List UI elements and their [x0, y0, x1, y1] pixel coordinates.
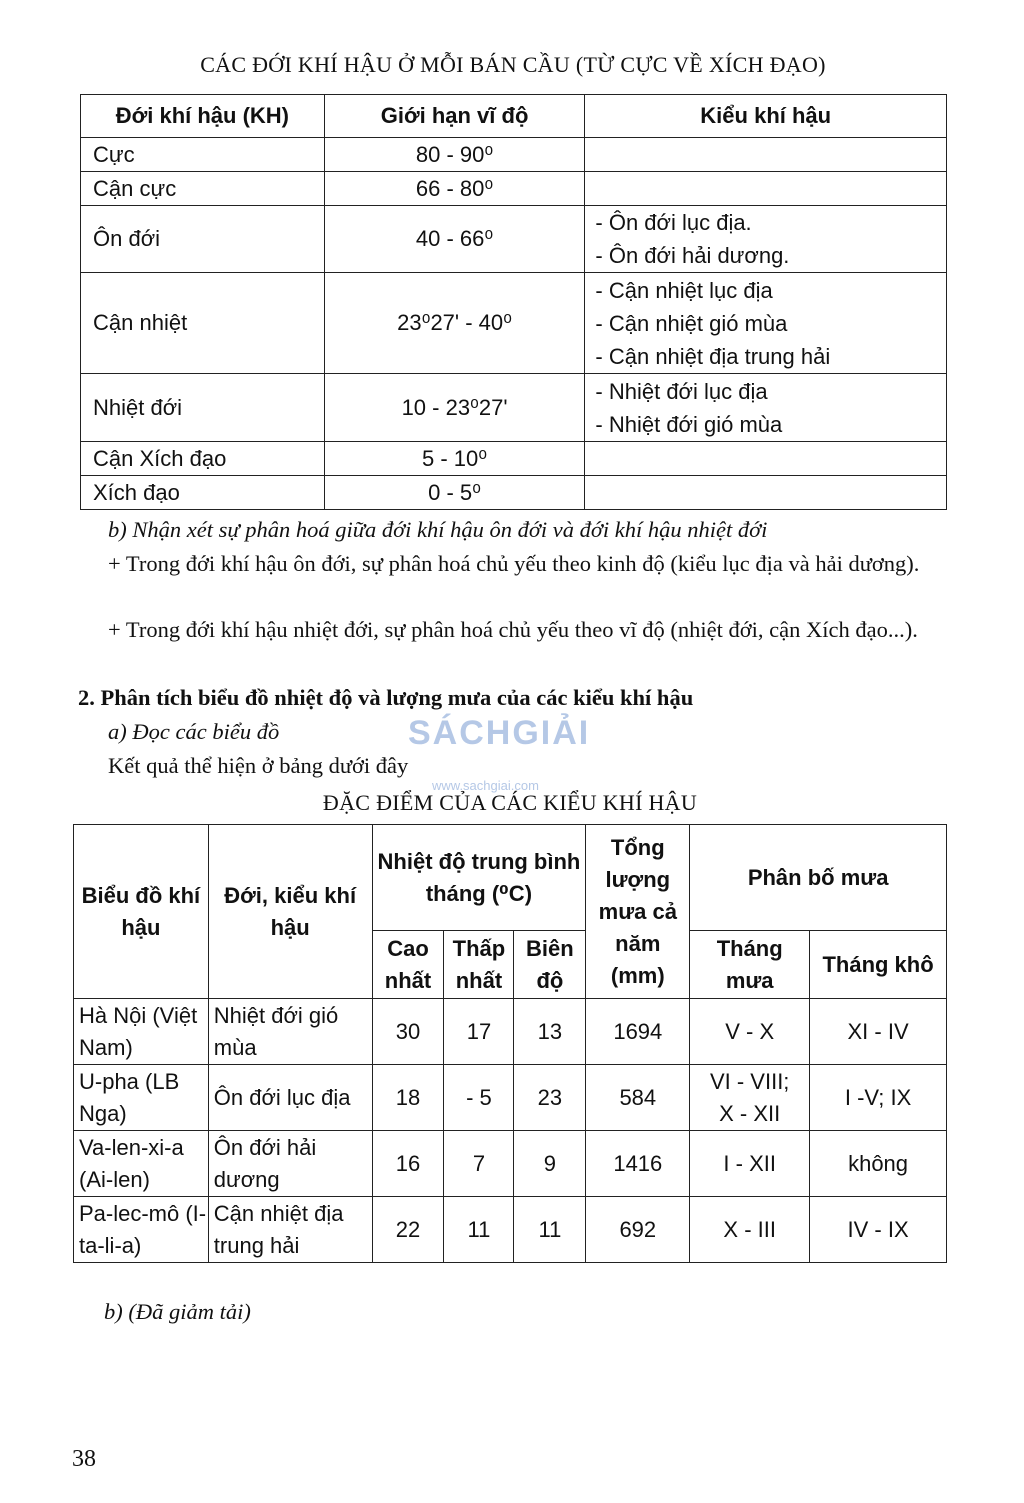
- type-line: - Nhiệt đới lục địa: [595, 378, 768, 404]
- type-cell: [585, 442, 947, 476]
- zone-cell: Cận nhiệt địa trung hải: [208, 1197, 372, 1263]
- watermark-logo: SÁCHGIẢI: [408, 714, 591, 752]
- dry-cell: XI - IV: [810, 999, 947, 1065]
- type-line: - Cận nhiệt gió mùa: [595, 310, 788, 336]
- header-latitude: Giới hạn vĩ độ: [324, 95, 585, 138]
- table-header-row: [74, 825, 947, 931]
- range-cell: 23: [514, 1065, 586, 1131]
- type-cell: [585, 138, 947, 172]
- dry-cell: không: [810, 1131, 947, 1197]
- dry-cell: I -V; IX: [810, 1065, 947, 1131]
- table-row: [81, 206, 947, 273]
- max-cell: 30: [372, 999, 444, 1065]
- max-cell: 16: [372, 1131, 444, 1197]
- page-number: 38: [72, 1446, 96, 1472]
- rain-cell: X - III: [690, 1197, 810, 1263]
- latitude-cell: 66 - 80⁰: [324, 172, 585, 206]
- header-rain-months: Tháng mưa: [690, 931, 810, 999]
- type-cell: [585, 476, 947, 510]
- table-row: [81, 273, 947, 374]
- section2a-text: Kết quả thể hiện ở bảng dưới đây: [108, 753, 409, 778]
- climate-zones-table: [80, 94, 947, 510]
- zone-cell: Cận Xích đạo: [81, 442, 325, 476]
- table-header-row: [81, 95, 947, 138]
- place-cell: Hà Nội (Việt Nam): [74, 999, 209, 1065]
- zone-cell: Cực: [81, 138, 325, 172]
- type-line: - Ôn đới hải dương.: [595, 243, 790, 268]
- table2-title: ĐẶC ĐIỂM CỦA CÁC KIỂU KHÍ HẬU: [322, 790, 698, 815]
- type-cell: [585, 273, 947, 374]
- zone-cell: Ôn đới lục địa: [208, 1065, 372, 1131]
- range-cell: 13: [514, 999, 586, 1065]
- header-rain-dist: Phân bố mưa: [690, 825, 947, 931]
- latitude-cell: 5 - 10⁰: [324, 442, 585, 476]
- table-row: [74, 1197, 947, 1263]
- min-cell: 7: [444, 1131, 514, 1197]
- total-cell: 1416: [586, 1131, 690, 1197]
- place-cell: Va-len-xi-a (Ai-len): [74, 1131, 209, 1197]
- section-b2: b) (Đã giảm tải): [104, 1299, 251, 1324]
- table-row: [81, 172, 947, 206]
- total-cell: 584: [586, 1065, 690, 1131]
- header-rain-total: Tổng lượng mưa cả năm (mm): [586, 825, 690, 999]
- table-row: [74, 1131, 947, 1197]
- zone-cell: Ôn đới: [81, 206, 325, 273]
- rain-cell: V - X: [690, 999, 810, 1065]
- paragraph-temperate: + Trong đới khí hậu ôn đới, sự phân hoá chủ yếu theo kinh độ (kiểu lục địa và hải dương).: [108, 551, 920, 576]
- place-cell: U-pha (LB Nga): [74, 1065, 209, 1131]
- rain-cell: I - XII: [690, 1131, 810, 1197]
- section2-heading: 2. Phân tích biểu đồ nhiệt độ và lượng mưa của các kiểu khí hậu: [78, 685, 694, 710]
- total-cell: 1694: [586, 999, 690, 1065]
- table-row: [81, 138, 947, 172]
- header-dry-months: Tháng khô: [810, 931, 947, 999]
- range-cell: 9: [514, 1131, 586, 1197]
- table-row: [81, 476, 947, 510]
- section2a-heading: a) Đọc các biểu đồ: [108, 719, 280, 744]
- header-temp-range: Biên độ: [514, 931, 586, 999]
- latitude-cell: 10 - 23⁰27': [324, 374, 585, 442]
- header-chart: Biểu đồ khí hậu: [74, 825, 209, 999]
- table-row: [74, 999, 947, 1065]
- type-cell: [585, 206, 947, 273]
- type-cell: [585, 172, 947, 206]
- dry-cell: IV - IX: [810, 1197, 947, 1263]
- latitude-cell: 23⁰27' - 40⁰: [324, 273, 585, 374]
- header-zone: Đới khí hậu (KH): [81, 95, 325, 138]
- zone-cell: Cận cực: [81, 172, 325, 206]
- header-climate-type: Kiểu khí hậu: [585, 95, 947, 138]
- min-cell: 17: [444, 999, 514, 1065]
- max-cell: 22: [372, 1197, 444, 1263]
- range-cell: 11: [514, 1197, 586, 1263]
- header-temp-min: Thấp nhất: [444, 931, 514, 999]
- zone-cell: Cận nhiệt: [81, 273, 325, 374]
- table-row: [74, 1065, 947, 1131]
- type-line: - Cận nhiệt lục địa: [595, 277, 773, 303]
- table1-title: CÁC ĐỚI KHÍ HẬU Ở MỖI BÁN CẦU (TỪ CỰC VỀ XÍCH ĐẠO): [200, 52, 826, 77]
- place-cell: Pa-lec-mô (I-ta-li-a): [74, 1197, 209, 1263]
- watermark-url: www.sachgiai.com: [432, 778, 539, 793]
- type-line: - Ôn đới lục địa.: [595, 210, 752, 235]
- min-cell: - 5: [444, 1065, 514, 1131]
- min-cell: 11: [444, 1197, 514, 1263]
- zone-cell: Xích đạo: [81, 476, 325, 510]
- zone-cell: Nhiệt đới: [81, 374, 325, 442]
- rain-cell: VI - VIII; X - XII: [690, 1065, 810, 1131]
- table-row: [81, 374, 947, 442]
- section-b-heading: b) Nhận xét sự phân hoá giữa đới khí hậu ôn đới và đới khí hậu nhiệt đới: [108, 517, 768, 542]
- type-line: - Cận nhiệt địa trung hải: [595, 343, 831, 369]
- type-line: - Nhiệt đới gió mùa: [595, 411, 783, 437]
- total-cell: 692: [586, 1197, 690, 1263]
- table-row: [81, 442, 947, 476]
- paragraph-tropical: + Trong đới khí hậu nhiệt đới, sự phân hoá chủ yếu theo vĩ độ (nhiệt đới, cận Xích đạo...).: [108, 617, 918, 642]
- latitude-cell: 0 - 5⁰: [324, 476, 585, 510]
- header-temp: Nhiệt độ trung bình tháng (⁰C): [372, 825, 586, 931]
- header-temp-max: Cao nhất: [372, 931, 444, 999]
- type-cell: [585, 374, 947, 442]
- zone-cell: Ôn đới hải dương: [208, 1131, 372, 1197]
- latitude-cell: 40 - 66⁰: [324, 206, 585, 273]
- zone-cell: Nhiệt đới gió mùa: [208, 999, 372, 1065]
- max-cell: 18: [372, 1065, 444, 1131]
- header-zone: Đới, kiểu khí hậu: [208, 825, 372, 999]
- latitude-cell: 80 - 90⁰: [324, 138, 585, 172]
- climate-characteristics-table: [73, 824, 947, 1263]
